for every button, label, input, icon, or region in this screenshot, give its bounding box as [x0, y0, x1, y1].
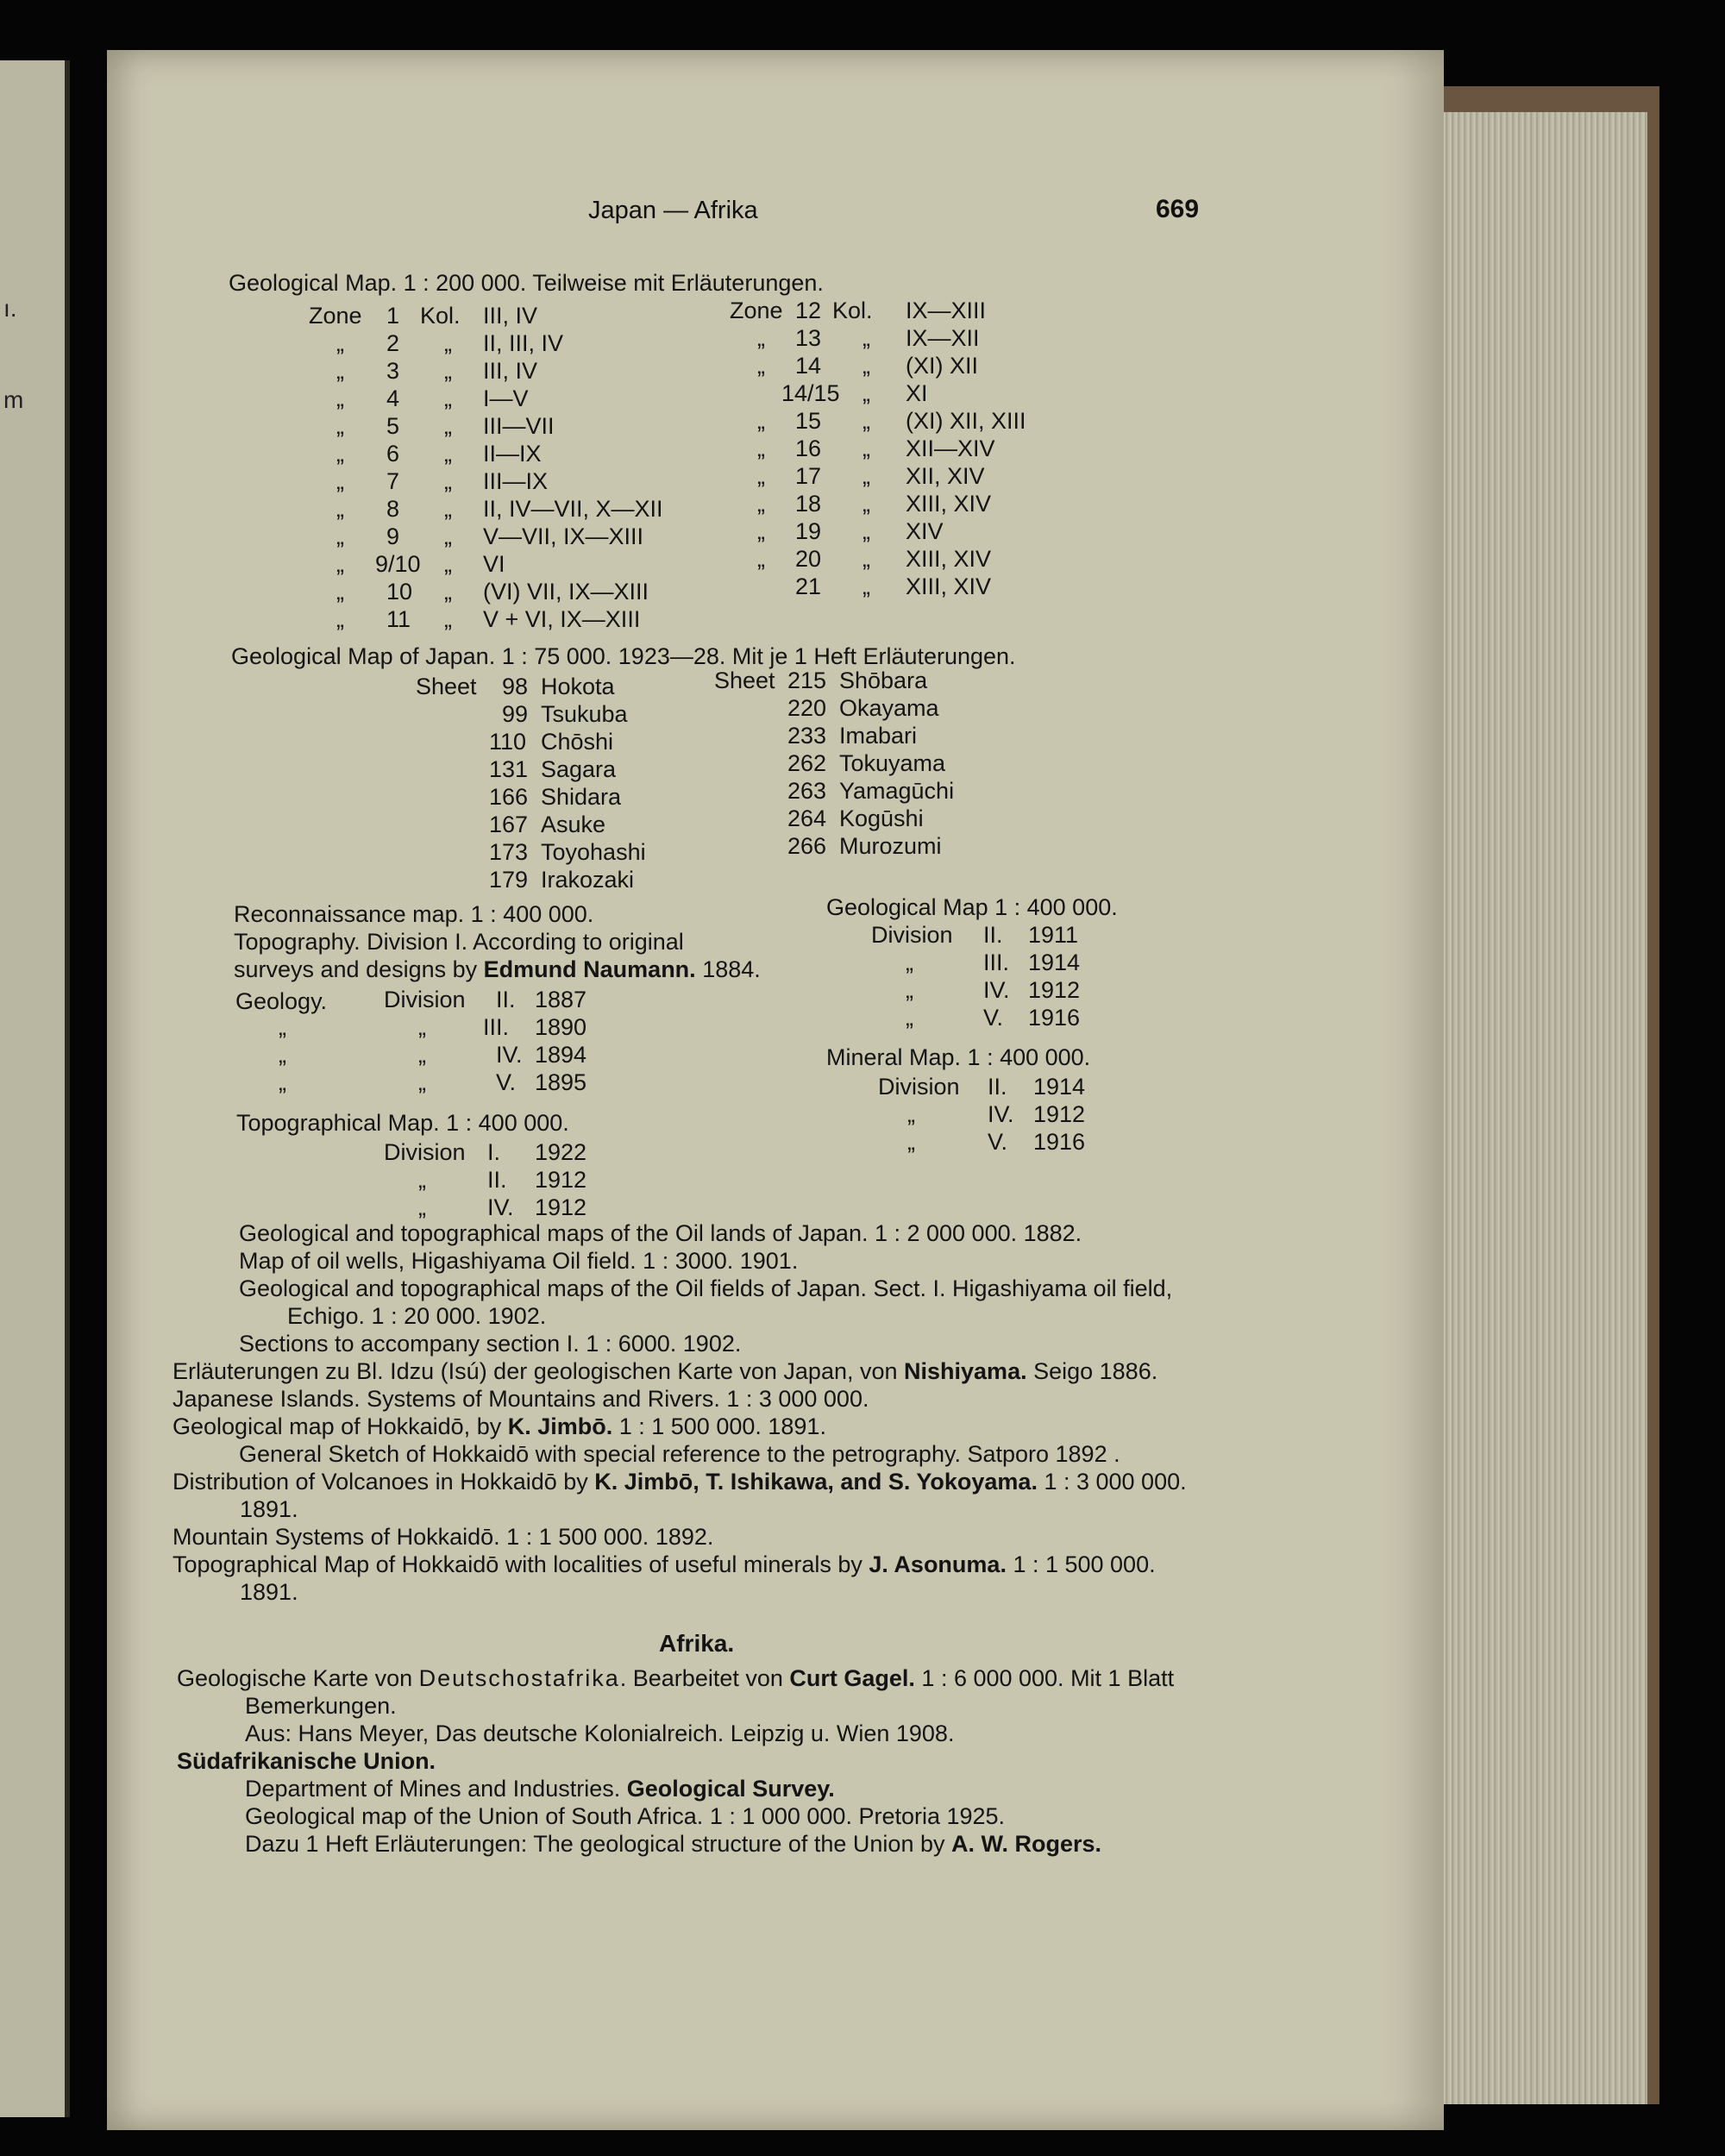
zone-prefix: „: [336, 358, 344, 384]
sheet-name: Asuke: [541, 812, 606, 837]
zone-prefix: „: [336, 468, 344, 494]
sheet-number: 233: [787, 723, 827, 749]
zone-kol-prefix: „: [862, 573, 870, 599]
left-page-fragment: m: [3, 386, 24, 413]
zone-number: 11: [386, 606, 411, 632]
division-number: II.: [988, 1074, 1007, 1100]
zone-kol-prefix: „: [444, 606, 452, 632]
zone-kol-value: XIII, XIV: [906, 546, 992, 572]
zone-kol-value: II—IX: [483, 441, 542, 467]
general-sketch-entry: General Sketch of Hokkaidō with special reference to the petrography. Satporo 1892 .: [239, 1441, 1120, 1467]
division-number: III.: [483, 1014, 510, 1040]
zone-kol-value: XIV: [906, 518, 944, 544]
zones-heading: Geological Map. 1 : 200 000. Teilweise mit Erläuterungen.: [229, 270, 824, 296]
ditto-mark: „: [279, 1042, 286, 1068]
ditto-mark: „: [906, 950, 913, 975]
mineral-division-label: Division: [878, 1074, 960, 1100]
topo-division-label: Division: [384, 1139, 466, 1165]
sheet-number: 262: [787, 750, 827, 776]
zone-kol-prefix: „: [444, 523, 452, 549]
oil-lands-entry: Geological and topographical maps of the Oil lands of Japan. 1 : 2 000 000. 1882.: [239, 1220, 1082, 1246]
zone-number: 1: [386, 303, 400, 329]
left-page-fragment: ı.: [3, 295, 17, 322]
volcanoes-year: 1891.: [240, 1496, 298, 1522]
division-number: III.: [983, 950, 1010, 975]
division-year: 1914: [1028, 950, 1081, 975]
zone-kol-value: (VI) VII, IX—XIII: [483, 579, 649, 605]
deutschostafrika-entry: Geologische Karte von Deutschostafrika. Bearbeitet von Curt Gagel. 1 : 6 000 000. Mit 1 Blatt: [177, 1665, 1175, 1691]
union-heading: Südafrikanische Union.: [177, 1748, 436, 1774]
zone-prefix: „: [757, 353, 765, 379]
hokkaido-geomap-entry: Geological map of Hokkaidō, by K. Jimbō. 1 : 1 500 000. 1891.: [172, 1413, 826, 1439]
sheet-number: 264: [787, 805, 827, 831]
zone-kol-prefix: „: [444, 441, 452, 467]
islands-entry: Japanese Islands. Systems of Mountains and Rivers. 1 : 3 000 000.: [172, 1386, 869, 1412]
sheet-name: Sagara: [541, 756, 617, 782]
zone-kol-value: IX—XIII: [906, 298, 987, 323]
zone-kol-value: III—IX: [483, 468, 549, 494]
zone-prefix: „: [336, 579, 344, 605]
deutschostafrika-entry-cont: Bemerkungen.: [245, 1693, 397, 1719]
zone-number: 9: [386, 523, 400, 549]
ditto-mark: „: [907, 1129, 915, 1155]
ditto-mark: „: [418, 1014, 426, 1040]
zone-kol-prefix: Kol.: [832, 298, 873, 323]
zone-kol-value: II, IV—VII, X—XII: [483, 496, 663, 522]
ditto-mark: „: [418, 1069, 426, 1095]
zone-number: 14/15: [781, 380, 840, 406]
sheet-name: Kogūshi: [839, 805, 924, 831]
zone-kol-prefix: „: [444, 468, 452, 494]
oil-fields-entry-cont: Echigo. 1 : 20 000. 1902.: [287, 1303, 547, 1329]
sheet-name: Okayama: [839, 695, 939, 721]
sheet-number: 220: [787, 695, 827, 721]
sheet-number: 266: [787, 833, 827, 859]
division-number: II.: [983, 922, 1003, 948]
topo-minerals-entry: Topographical Map of Hokkaidō with localities of useful minerals by J. Asonuma. 1 : 1 500 000.: [172, 1551, 1156, 1577]
volcanoes-entry: Distribution of Volcanoes in Hokkaidō by K. Jimbō, T. Ishikawa, and S. Yokoyama. 1 : 3 000 000.: [172, 1469, 1187, 1495]
sheet-name: Murozumi: [839, 833, 942, 859]
oil-fields-entry: Geological and topographical maps of the Oil fields of Japan. Sect. I. Higashiyama oil field,: [239, 1275, 1173, 1301]
division-year: 1911: [1028, 922, 1079, 948]
zone-number: 16: [795, 436, 822, 461]
zone-prefix: „: [757, 518, 765, 544]
recon-topography-line2: surveys and designs by Edmund Naumann. 1884.: [234, 956, 761, 982]
sheet-name: Irakozaki: [541, 867, 635, 893]
sheet-number: 215: [787, 667, 827, 693]
zone-number: 13: [795, 325, 822, 351]
division-year: 1922: [535, 1139, 587, 1165]
zone-kol-value: XII—XIV: [906, 436, 995, 461]
page-number: 669: [1156, 195, 1200, 223]
oil-wells-entry: Map of oil wells, Higashiyama Oil field. 1 : 3000. 1901.: [239, 1248, 799, 1274]
sheet-number: 167: [489, 812, 529, 837]
sheet-number: 263: [787, 778, 827, 804]
running-header: Japan — Afrika: [588, 197, 758, 224]
division-number: I.: [487, 1139, 501, 1165]
zone-kol-prefix: „: [862, 353, 870, 379]
sheet-name: Hokota: [541, 674, 615, 699]
zone-prefix: Zone: [309, 303, 362, 329]
sheet-number: 131: [489, 756, 529, 782]
sheet-name: Shidara: [541, 784, 622, 810]
zone-number: 2: [386, 330, 400, 356]
zone-prefix: „: [336, 606, 344, 632]
topo-minerals-year: 1891.: [240, 1579, 298, 1605]
zone-kol-value: I—V: [483, 385, 529, 411]
zone-kol-value: IX—XII: [906, 325, 980, 351]
zone-kol-prefix: „: [862, 491, 870, 517]
mountain-systems-entry: Mountain Systems of Hokkaidō. 1 : 1 500 000. 1892.: [172, 1524, 714, 1550]
division-number: IV.: [988, 1101, 1014, 1127]
zone-number: 19: [795, 518, 822, 544]
ditto-mark: „: [906, 977, 913, 1003]
zone-number: 6: [386, 441, 400, 467]
book-page-edges: [1442, 86, 1659, 2104]
sheet-number: 166: [489, 784, 529, 810]
aus-entry: Aus: Hans Meyer, Das deutsche Kolonialreich. Leipzig u. Wien 1908.: [245, 1720, 955, 1746]
division-year: 1912: [535, 1194, 587, 1220]
zone-prefix: Zone: [730, 298, 783, 323]
zone-number: 9/10: [375, 551, 421, 577]
zone-kol-value: V + VI, IX—XIII: [483, 606, 641, 632]
division-year: 1887: [535, 987, 587, 1012]
ditto-mark: „: [418, 1194, 426, 1220]
division-number: V.: [983, 1005, 1004, 1031]
ditto-mark: „: [418, 1167, 426, 1193]
union-geomap-entry: Geological map of the Union of South Africa. 1 : 1 000 000. Pretoria 1925.: [245, 1803, 1006, 1829]
zone-kol-prefix: „: [444, 385, 452, 411]
zone-prefix: „: [336, 523, 344, 549]
division-number: IV.: [983, 977, 1010, 1003]
geomap400-division-label: Division: [871, 922, 953, 948]
sheet-number: 98: [502, 674, 529, 699]
division-year: 1894: [535, 1042, 587, 1068]
division-number: V.: [988, 1129, 1008, 1155]
recon-division-label: Division: [384, 987, 466, 1012]
zone-kol-prefix: „: [444, 579, 452, 605]
zone-number: 8: [386, 496, 400, 522]
division-year: 1914: [1033, 1074, 1086, 1100]
zone-number: 21: [795, 573, 822, 599]
ditto-mark: „: [906, 1005, 913, 1031]
sheet-name: Tsukuba: [541, 701, 628, 727]
zone-kol-prefix: „: [444, 330, 452, 356]
zone-kol-value: III, IV: [483, 303, 538, 329]
sheet-name: Imabari: [839, 723, 918, 749]
zone-kol-prefix: Kol.: [420, 303, 461, 329]
division-number: II.: [487, 1167, 507, 1193]
zone-kol-value: (XI) XII: [906, 353, 979, 379]
zone-number: 4: [386, 385, 400, 411]
division-number: IV.: [487, 1194, 514, 1220]
zone-prefix: „: [336, 441, 344, 467]
zone-prefix: „: [336, 385, 344, 411]
sheets-heading: Geological Map of Japan. 1 : 75 000. 1923—28. Mit je 1 Heft Erläuterungen.: [231, 643, 1016, 669]
mineral-map-title: Mineral Map. 1 : 400 000.: [826, 1044, 1091, 1070]
zone-prefix: „: [757, 408, 765, 434]
sheet-number: 173: [489, 839, 529, 865]
zone-kol-value: II, III, IV: [483, 330, 564, 356]
zone-number: 3: [386, 358, 400, 384]
zone-kol-prefix: „: [862, 463, 870, 489]
sheet-label-right: Sheet: [714, 667, 775, 693]
zone-number: 12: [795, 298, 822, 323]
ditto-mark: „: [279, 1014, 286, 1040]
zone-kol-prefix: „: [444, 413, 452, 439]
sheet-name: Chōshi: [541, 729, 614, 755]
zone-kol-value: III, IV: [483, 358, 538, 384]
zone-kol-prefix: „: [862, 436, 870, 461]
zone-kol-value: XIII, XIV: [906, 573, 992, 599]
division-year: 1912: [535, 1167, 587, 1193]
zone-kol-value: XIII, XIV: [906, 491, 992, 517]
zone-kol-value: (XI) XII, XIII: [906, 408, 1026, 434]
sheet-number: 179: [489, 867, 529, 893]
ditto-mark: „: [418, 1042, 426, 1068]
izdu-entry: Erläuterungen zu Bl. Idzu (Isú) der geologischen Karte von Japan, von Nishiyama. Seigo 1886.: [172, 1358, 1158, 1384]
division-year: 1890: [535, 1014, 587, 1040]
division-year: 1895: [535, 1069, 587, 1095]
zone-kol-prefix: „: [862, 325, 870, 351]
zone-kol-value: VI: [483, 551, 505, 577]
division-year: 1916: [1028, 1005, 1081, 1031]
zone-kol-value: XI: [906, 380, 928, 406]
zone-prefix: „: [336, 551, 344, 577]
zone-prefix: „: [757, 463, 765, 489]
division-number: IV.: [496, 1042, 523, 1068]
sections-entry: Sections to accompany section I. 1 : 6000. 1902.: [239, 1331, 742, 1357]
zone-kol-value: III—VII: [483, 413, 555, 439]
recon-geology-label: Geology.: [235, 988, 328, 1014]
zone-prefix: „: [757, 546, 765, 572]
zone-prefix: „: [336, 413, 344, 439]
division-number: II.: [496, 987, 516, 1012]
topo-map-title: Topographical Map. 1 : 400 000.: [236, 1110, 569, 1136]
sheet-name: Shōbara: [839, 667, 928, 693]
ditto-mark: „: [907, 1101, 915, 1127]
zone-prefix: „: [757, 436, 765, 461]
zone-prefix: „: [757, 325, 765, 351]
zone-number: 18: [795, 491, 822, 517]
zone-kol-prefix: „: [862, 546, 870, 572]
geomap400-title: Geological Map 1 : 400 000.: [826, 894, 1118, 920]
zone-kol-prefix: „: [862, 518, 870, 544]
recon-topography-line1: Topography. Division I. According to original: [234, 929, 684, 955]
zone-prefix: „: [336, 330, 344, 356]
zone-prefix: „: [757, 491, 765, 517]
division-year: 1916: [1033, 1129, 1086, 1155]
division-year: 1912: [1028, 977, 1081, 1003]
sheet-label-left: Sheet: [416, 674, 477, 699]
zone-kol-prefix: „: [862, 380, 870, 406]
department-entry: Department of Mines and Industries. Geological Survey.: [245, 1776, 835, 1802]
sheet-name: Toyohashi: [541, 839, 646, 865]
left-page-edge: [0, 60, 70, 2117]
zone-kol-prefix: „: [862, 408, 870, 434]
zone-kol-prefix: „: [444, 358, 452, 384]
zone-number: 10: [386, 579, 413, 605]
afrika-heading: Afrika.: [659, 1630, 735, 1657]
zone-kol-prefix: „: [444, 496, 452, 522]
sheet-number: 110: [489, 729, 527, 755]
zone-number: 17: [795, 463, 822, 489]
sheet-number: 99: [502, 701, 529, 727]
zone-kol-prefix: „: [444, 551, 452, 577]
division-year: 1912: [1033, 1101, 1086, 1127]
sheet-name: Tokuyama: [839, 750, 946, 776]
division-number: V.: [496, 1069, 517, 1095]
zone-prefix: „: [336, 496, 344, 522]
zone-kol-value: V—VII, IX—XIII: [483, 523, 644, 549]
zone-number: 20: [795, 546, 822, 572]
zone-number: 15: [795, 408, 822, 434]
ditto-mark: „: [279, 1069, 286, 1095]
zone-number: 7: [386, 468, 400, 494]
zone-kol-value: XII, XIV: [906, 463, 985, 489]
sheet-name: Yamagūchi: [839, 778, 955, 804]
zone-number: 14: [795, 353, 822, 379]
zone-number: 5: [386, 413, 400, 439]
recon-title: Reconnaissance map. 1 : 400 000.: [234, 901, 594, 927]
dazu-entry: Dazu 1 Heft Erläuterungen: The geological structure of the Union by A. W. Rogers.: [245, 1831, 1102, 1857]
